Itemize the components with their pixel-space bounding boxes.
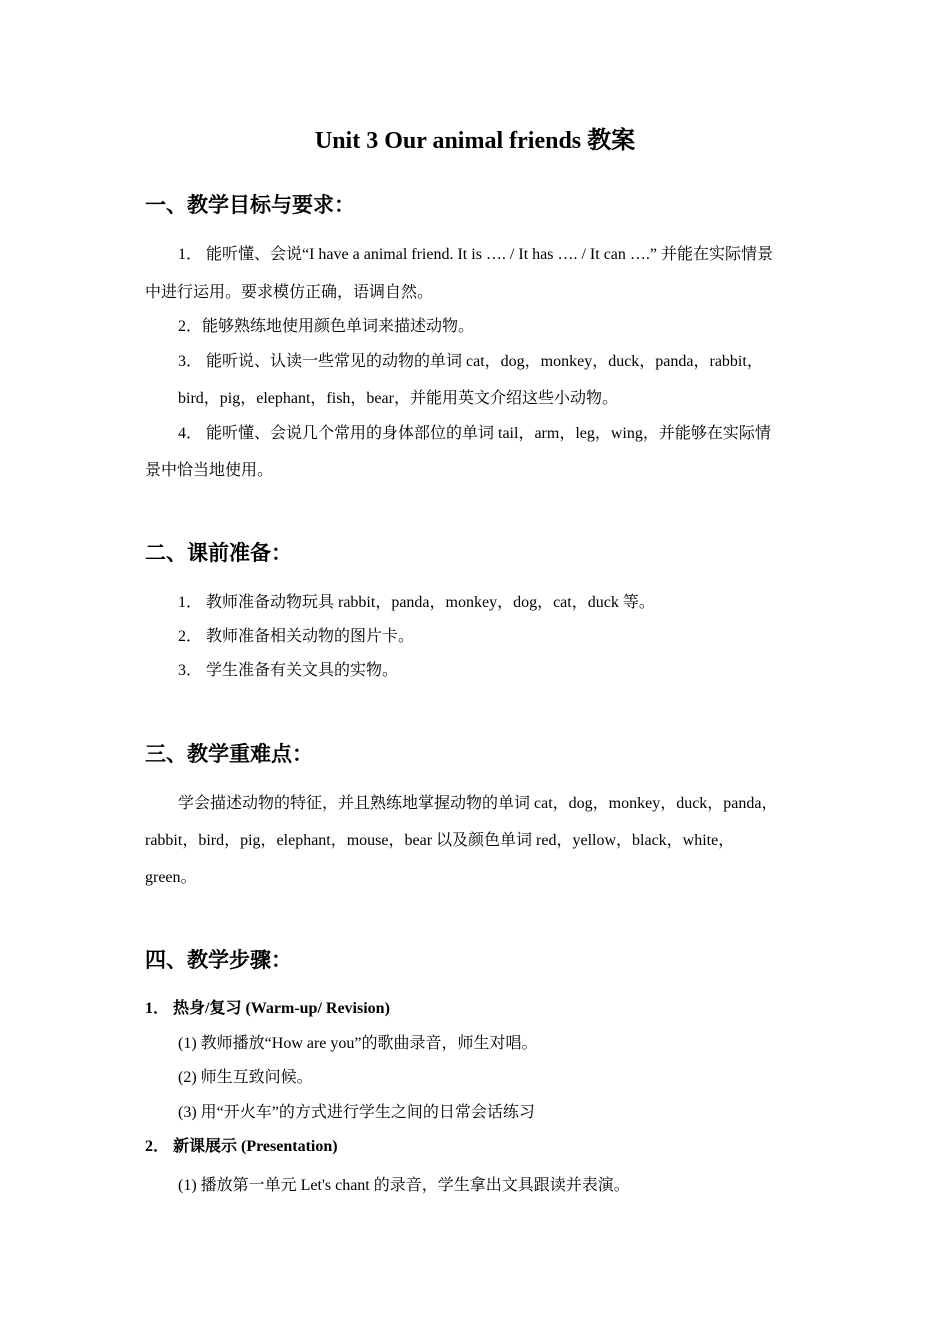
step-item: (2) 师生互致问候。 (178, 1069, 313, 1086)
preparation-line: 3． 学生准备有关文具的实物。 (178, 662, 399, 679)
document-title: Unit 3 Our animal friends 教案 (314, 128, 636, 154)
key-points-line: 学会描述动物的特征，并且熟练地掌握动物的单词 cat，dog，monkey，duck，panda， (178, 795, 778, 812)
section-heading-preparation: 二、课前准备： (145, 541, 292, 565)
key-points-line: green。 (145, 869, 197, 886)
objectives-line: 3． 能听说、认读一些常见的动物的单词 cat，dog，monkey，duck，panda，rabbit， (178, 353, 763, 370)
step-title-warmup: 1． 热身/复习 (Warm-up/ Revision) (145, 1000, 390, 1017)
step-item: (1) 播放第一单元 Let's chant 的录音，学生拿出文具跟读并表演。 (178, 1177, 630, 1194)
preparation-line: 2． 教师准备相关动物的图片卡。 (178, 628, 415, 645)
section-heading-objectives: 一、教学目标与要求： (145, 193, 355, 217)
step-item: (1) 教师播放“How are you”的歌曲录音，师生对唱。 (178, 1035, 538, 1052)
objectives-line: bird，pig，elephant，fish，bear，并能用英文介绍这些小动物。 (178, 390, 618, 407)
key-points-line: rabbit，bird，pig，elephant，mouse，bear 以及颜色单词 red，yellow，black，white， (145, 832, 735, 849)
section-heading-key-points: 三、教学重难点： (145, 742, 313, 766)
objectives-line: 景中恰当地使用。 (145, 462, 274, 479)
step-item: (3) 用“开火车”的方式进行学生之间的日常会话练习 (178, 1104, 535, 1121)
objectives-line: 4． 能听懂、会说几个常用的身体部位的单词 tail，arm，leg，wing，并能够在实际情 (178, 425, 771, 442)
objectives-line: 1． 能听懂、会说“I have a animal friend. It is …. / It has …. / It can ….” 并能在实际情景 (178, 246, 773, 263)
objectives-line: 中进行运用。要求模仿正确，语调自然。 (145, 284, 434, 301)
preparation-line: 1． 教师准备动物玩具 rabbit，panda，monkey，dog，cat，duck 等。 (178, 594, 655, 611)
step-title-presentation: 2． 新课展示 (Presentation) (145, 1138, 338, 1155)
section-heading-steps: 四、教学步骤： (145, 948, 292, 972)
objectives-line: 2．能够熟练地使用颜色单词来描述动物。 (178, 318, 475, 335)
